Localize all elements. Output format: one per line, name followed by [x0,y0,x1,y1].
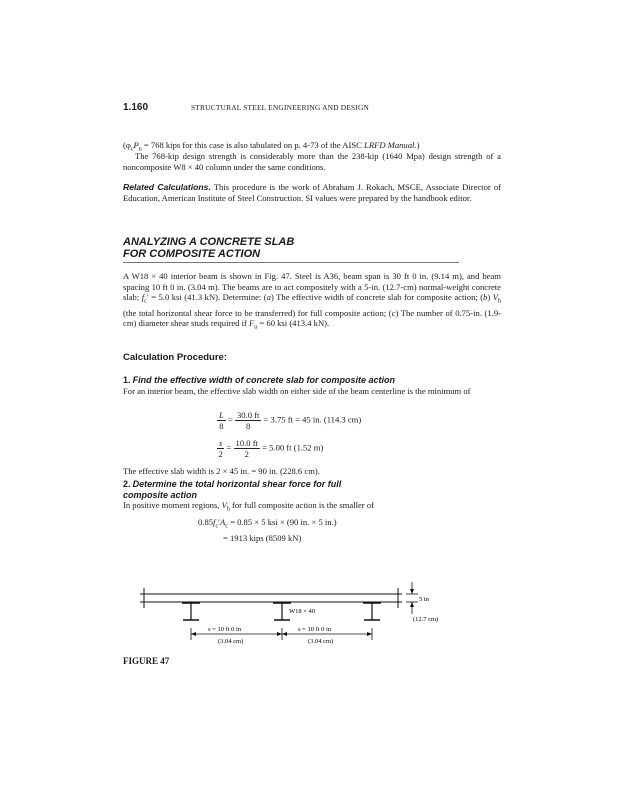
equation-s-over-2: $\frac{s}{2}$ = $\frac{10.0 ft}{2}$ = 5.00 ft (1.52 m) [218,438,324,459]
step-2-title-line1: Determine the total horizontal shear force for full [132,479,342,489]
section-title: ANALYZING A CONCRETE SLAB FOR COMPOSITE ACTION [123,236,459,263]
problem-statement: A W18 × 40 interior beam is shown in Fig. 47. Steel is A36, beam span is 30 ft 0 in. (9.14 m), and beam spacing 10 ft 0 in. (3.04 m). The beams are to act compositely with a 5-in. (12.7-cm) normal-weight concrete slab; $f_c' = 5.0$ ksi (41.3 kN). Determine: (a) The effective width of concrete slab for composite action; (b) $V_h$ (the total horizontal shear force to be transferred) for full composite action; (c) The number of 0.75-in. (1.9-cm) diameter shear studs required if $F_u = 60$ ksi (413.4 kN). [123,271,502,331]
step-2: 2. Determine the total horizontal shear force for full composite action In positive moment regions, $V_h$ for full composite action is the smaller of [123,479,501,516]
step-1-text: For an interior beam, the effective slab width on either side of the beam centerline is the minimum of [123,385,471,396]
running-title: STRUCTURAL STEEL ENGINEERING AND DESIGN [191,103,370,112]
slab-thickness-label: 5 in [419,596,429,603]
slab-thickness-dimension [406,582,418,614]
page-number: 1.160 [123,102,149,113]
design-strength-paragraph: The 768-kip design strength is considerably more than the 238-kip (1640 Mpa) design strength of a noncomposite W8 × 40 column under the same conditions. [123,151,501,172]
spacing-right-si-label: (3.04 cm) [308,638,334,645]
related-calculations-label: Related Calculations. [123,182,211,192]
effective-width-conclusion: The effective slab width is 2 × 45 in. = 90 in. (228.6 cm). [123,466,320,476]
steel-beam-right [363,603,381,620]
equation-L-over-8: $\frac{L}{8}$ = $\frac{30.0 ft}{8}$ = 3.75 ft = 45 in. (114.3 cm) [219,410,362,431]
step-2-text: In positive moment regions, $V_h$ for full composite action is the smaller of [123,500,374,513]
calculation-procedure-heading: Calculation Procedure: [123,352,227,363]
spacing-left-si-label: (3.04 cm) [218,638,244,645]
shear-force-result: = 1913 kips (8509 kN) [223,533,302,543]
steel-beam-left [182,603,200,620]
spacing-right-label: s = 10 ft 0 in [298,626,332,633]
slab-thickness-si-label: (12.7 cm) [413,616,439,623]
step-1-title: Find the effective width of concrete slab for composite action [132,375,396,385]
step-2-title-line2: composite action [123,489,198,500]
figure-47-diagram [122,578,467,650]
step-1: 1. Find the effective width of concrete slab for composite action For an interior beam, the effective slab width on either side of the beam centerline is the minimum of [123,375,501,396]
intro-paragraph: ($\varphi_cP_n = 768$ kips for this case is also tabulated on p. 4-73 of the AISC LRFD Manual.) [123,140,420,153]
spacing-left-label: s = 10 ft 0 in [208,626,242,633]
page-header [123,102,501,113]
shear-force-equation: $0.85f_c'A_c = 0.85 \times 5$ ksi × (90 in. × 5 in.) [198,517,337,530]
related-calculations-paragraph: Related Calculations. This procedure is the work of Abraham J. Rokach, MSCE, Associate Director of Education, American Institute of Steel Construction. SI values were prepared by the handbook editor. [123,182,501,203]
figure-caption: FIGURE 47 [123,656,170,666]
concrete-slab [140,588,402,608]
beam-label: W18 × 40 [289,608,316,615]
